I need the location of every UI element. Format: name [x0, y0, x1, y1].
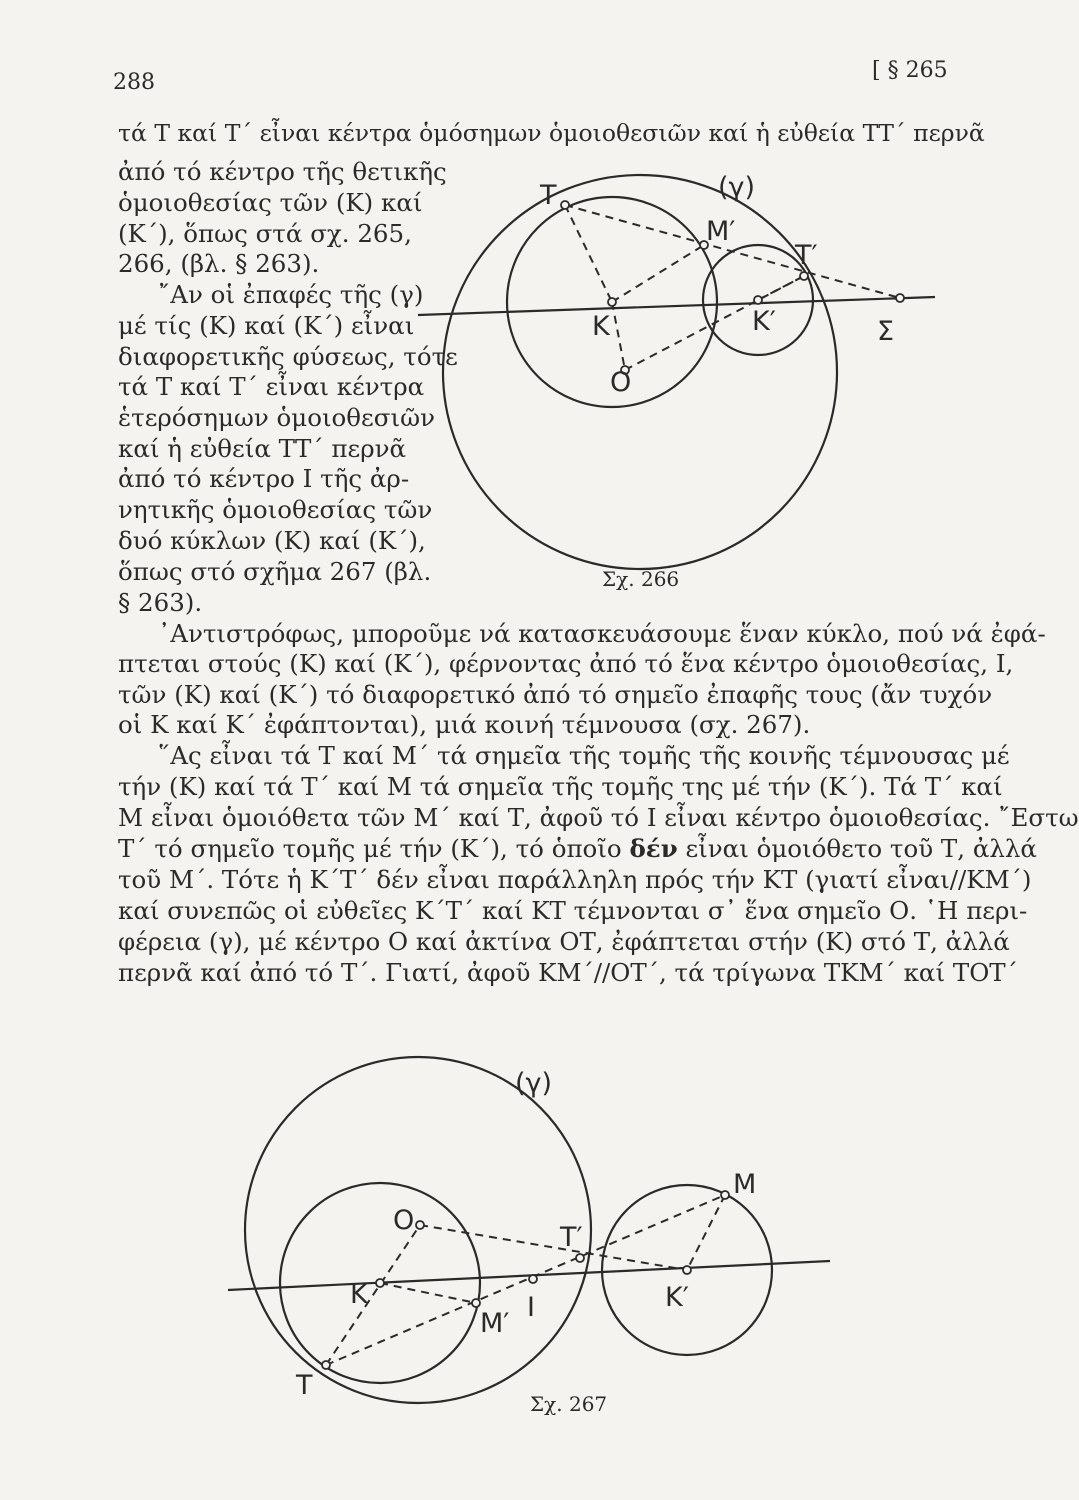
label-k: K: [592, 311, 610, 342]
point-k: [376, 1279, 384, 1287]
text-line: περνᾶ καί ἀπό τό Τ΄. Γιατί, ἀφοῦ ΚΜ΄//ΟΤ΄, τά τρίγωνα ΤΚΜ΄ καί ΤΟΤ΄: [118, 958, 1018, 987]
label-t-prime: T′: [795, 240, 818, 271]
segment-o-k-prime: [420, 1225, 687, 1270]
section-reference: [ § 265: [872, 58, 948, 83]
point-t-prime: [576, 1254, 584, 1262]
label-o: O: [610, 367, 632, 398]
figure-267-caption: Σχ. 267: [530, 1392, 608, 1416]
text-fragment: εἶναι ὁμοιόθετο τοῦ Τ, ἀλλά: [677, 834, 1037, 863]
text-line: ἑτερόσημων ὁμοιοθεσιῶν: [118, 403, 435, 432]
text-line: ῞Ας εἶναι τά Τ καί Μ΄ τά σημεῖα τῆς τομῆς τῆς κοινῆς τέμνουσας μέ: [158, 741, 1010, 770]
text-line: 266, (βλ. § 263).: [118, 249, 320, 278]
common-secant: [326, 1195, 725, 1365]
segment-t-o: [326, 1225, 420, 1365]
point-t: [322, 1361, 330, 1369]
text-line: ᾿Αντιστρόφως, μποροῦμε νά κατασκευάσουμε ἕναν κύκλο, πού νά ἐφά-: [158, 619, 1046, 648]
label-gamma: (γ): [718, 172, 756, 203]
label-m: M: [733, 1169, 757, 1200]
text-line: (Κ΄), ὅπως στά σχ. 265,: [118, 219, 412, 248]
text-line: τῶν (Κ) καί (Κ΄) τό διαφορετικό ἀπό τό σημεῖο ἐπαφῆς τους (ἄν τυχόν: [118, 680, 993, 709]
label-gamma: (γ): [515, 1068, 553, 1099]
text-line: ῎Αν οἱ ἐπαφές τῆς (γ): [158, 280, 424, 309]
point-m-prime: [472, 1299, 480, 1307]
text-line: οἱ Κ καί Κ΄ ἐφάπτονται), μιά κοινή τέμνουσα (σχ. 267).: [118, 710, 811, 739]
line-of-centers: [228, 1261, 830, 1290]
text-line: τήν (Κ) καί τά Τ΄ καί Μ τά σημεῖα τῆς τομῆς της μέ τήν (Κ΄). Τά Τ΄ καί: [118, 772, 1003, 801]
text-line: καί ἡ εὐθεία ΤΤ΄ περνᾶ: [118, 434, 407, 463]
label-k-prime: K′: [752, 306, 776, 337]
point-o: [416, 1221, 424, 1229]
text-line: καί συνεπῶς οἱ εὐθεῖες Κ΄Τ΄ καί ΚΤ τέμνονται σ᾿ ἕνα σημεῖο Ο. ῾Η περι-: [118, 896, 1028, 925]
text-line: ἀπό τό κέντρο τῆς θετικῆς: [118, 157, 447, 186]
text-line: φέρεια (γ), μέ κέντρο Ο καί ἀκτίνα ΟΤ, ἐφάπτεται στήν (Κ) στό Τ, ἀλλά: [118, 927, 1010, 956]
point-k-prime: [683, 1266, 691, 1274]
text-line: τοῦ Μ΄. Τότε ἡ Κ΄Τ΄ δέν εἶναι παράλληλη πρός τήν ΚΤ (γιατί εἶναι//ΚΜ΄): [118, 865, 1032, 894]
label-t: T: [296, 1370, 313, 1401]
circle-gamma: [245, 1057, 591, 1403]
text-line: τά Τ καί Τ΄ εἶναι κέντρα: [118, 372, 425, 401]
text-line: δυό κύκλων (Κ) καί (Κ΄),: [118, 526, 426, 555]
label-m-prime: M′: [480, 1308, 510, 1339]
segment-m-k-prime: [687, 1195, 725, 1270]
text-line: νητικῆς ὁμοιοθεσίας τῶν: [118, 495, 433, 524]
label-sigma: Σ: [877, 316, 895, 347]
page-number: 288: [113, 70, 155, 95]
label-t: T: [540, 180, 557, 211]
point-m: [721, 1191, 729, 1199]
label-i: I: [527, 1292, 535, 1323]
figure-266-caption: Σχ. 266: [602, 567, 680, 591]
text-line: § 263).: [118, 588, 203, 617]
label-k-prime: K′: [665, 1282, 689, 1313]
text-line: τά Τ καί Τ΄ εἶναι κέντρα ὁμόσημων ὁμοιοθεσιῶν καί ἡ εὐθεία ΤΤ΄ περνᾶ: [118, 119, 985, 147]
label-m-prime: M′: [706, 216, 736, 247]
text-line: διαφορετικῆς φύσεως, τότε: [118, 342, 458, 371]
label-o: O: [393, 1205, 415, 1236]
text-line: μέ τίς (Κ) καί (Κ΄) εἶναι: [118, 311, 415, 340]
point-i: [529, 1275, 537, 1283]
text-line: πτεται στούς (Κ) καί (Κ΄), φέρνοντας ἀπό τό ἕνα κέντρο ὁμοιοθεσίας, Ι,: [118, 649, 1014, 678]
label-t-prime: T′: [560, 1222, 583, 1253]
text-line: ἀπό τό κέντρο Ι τῆς ἀρ-: [118, 464, 410, 493]
text-line: Μ εἶναι ὁμοιόθετα τῶν Μ΄ καί Τ, ἀφοῦ τό Ι εἶναι κέντρο ὁμοιοθεσίας. ῎Εστω: [118, 803, 1079, 832]
segment-k-m-prime: [380, 1283, 476, 1303]
text-emphasis: δέν: [629, 834, 678, 863]
text-line: ὅπως στό σχῆμα 267 (βλ.: [118, 557, 432, 586]
text-fragment: Τ΄ τό σημεῖο τομῆς μέ τήν (Κ΄), τό ὁποῖο: [118, 834, 630, 863]
text-line: ὁμοιοθεσίας τῶν (Κ) καί: [118, 188, 423, 217]
label-k: K: [350, 1279, 368, 1310]
